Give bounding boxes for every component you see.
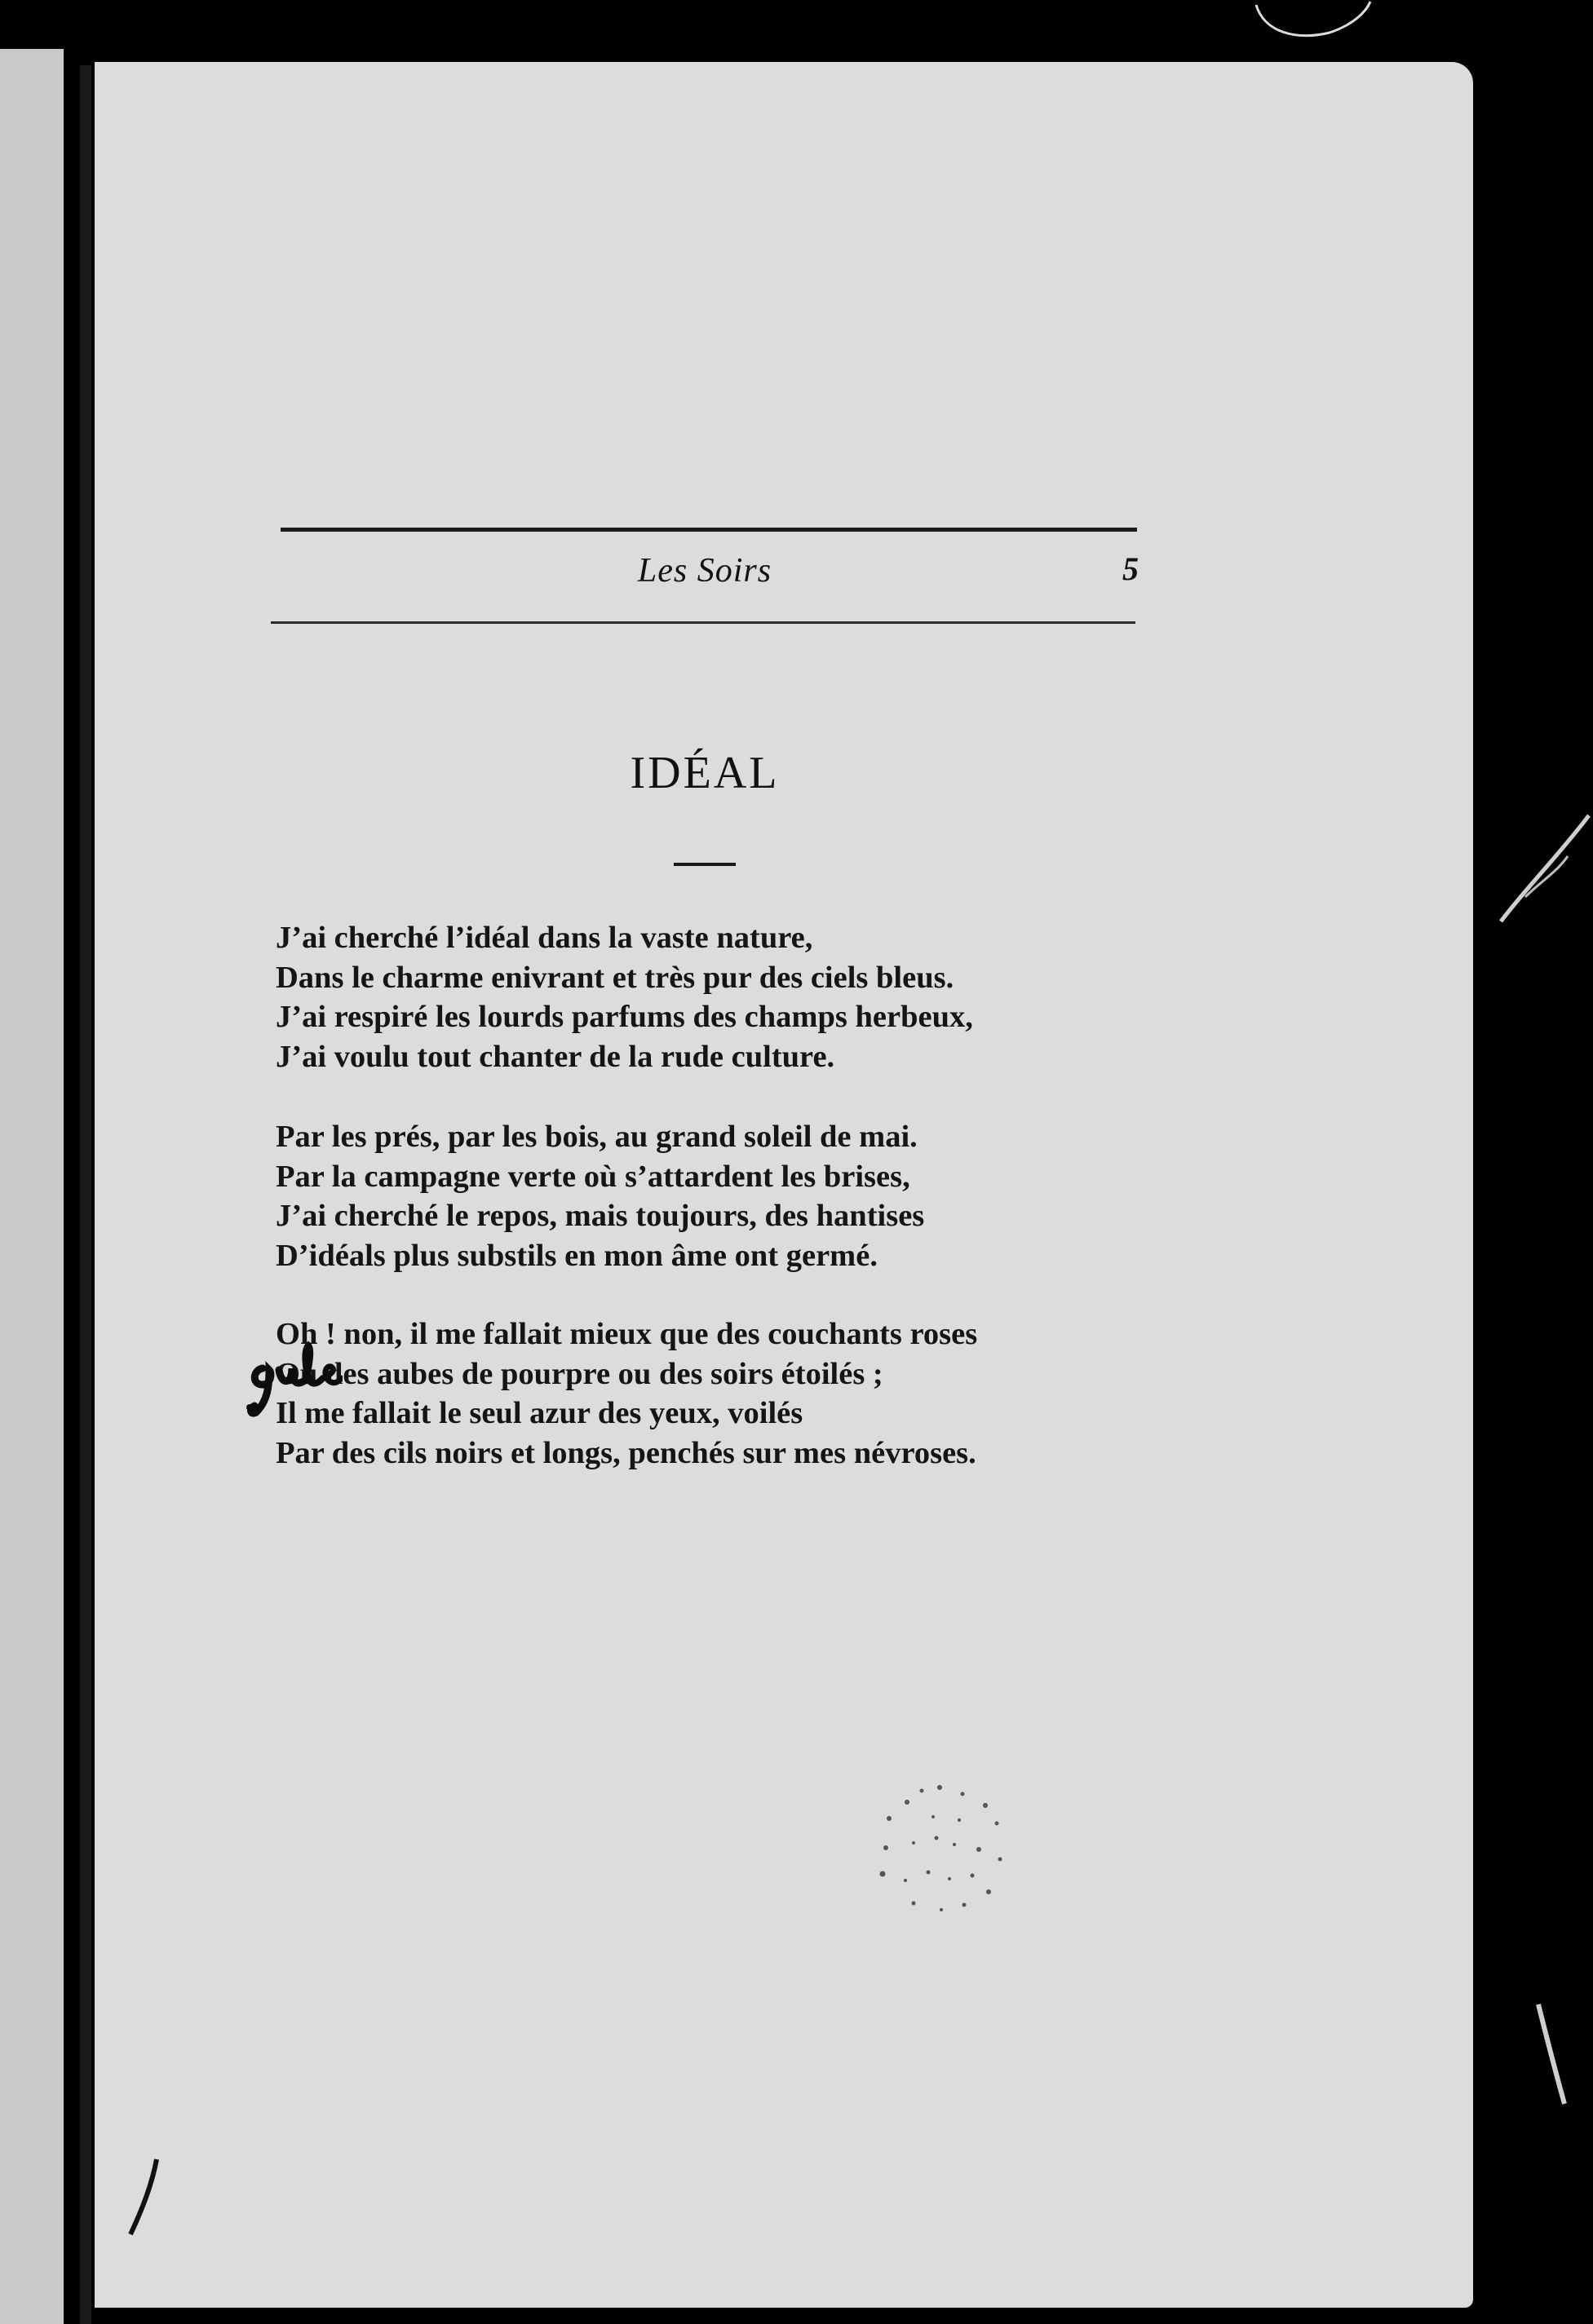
verse-line: J’ai respiré les lourds parfums des champs herbeux, <box>276 1000 973 1034</box>
stanza-3 <box>276 1314 1189 1473</box>
verse-line: J’ai cherché le repos, mais toujours, des hantises <box>276 1199 925 1233</box>
title-separator <box>674 863 736 866</box>
verse-line: Par des cils noirs et longs, penchés sur mes névroses. <box>276 1435 976 1470</box>
verse-line: J’ai voulu tout chanter de la rude culture. <box>276 1039 835 1074</box>
verse-line: Il me fallait le seul azur des yeux, voilés <box>276 1396 803 1430</box>
stanza-2 <box>276 1117 1189 1275</box>
faint-library-stamp <box>865 1770 1028 1933</box>
verse-line: J’ai cherché l’idéal dans la vaste nature, <box>276 921 813 955</box>
scan-artifact-top-right <box>1248 0 1378 49</box>
handwritten-annotation <box>245 1337 343 1419</box>
header-rule-bottom <box>271 621 1135 624</box>
verse-line: Par les prés, par les bois, au grand soleil de mai. <box>276 1120 918 1154</box>
header-rule-top <box>281 528 1137 532</box>
book-gutter-line <box>80 65 91 2324</box>
page-number: 5 <box>1122 550 1139 587</box>
running-head <box>271 525 1139 623</box>
verse-line: Par la campagne verte où s’attardent les brises, <box>276 1159 910 1194</box>
verse-line: Dans le charme enivrant et très pur des ciels bleus. <box>276 960 954 995</box>
verse-line: D’idéals plus substils en mon âme ont germé. <box>276 1238 878 1273</box>
poem-title: IDÉAL <box>630 748 780 798</box>
adjacent-page-edge <box>0 49 64 2324</box>
scan-artifact-right-lower <box>1525 1998 1582 2120</box>
running-title: Les Soirs <box>637 552 772 590</box>
scan-artifact-left-bottom <box>121 2153 170 2242</box>
stanza-1 <box>276 918 1189 1076</box>
verse-line: Oh ! non, il me fallait mieux que des couchants roses <box>276 1317 978 1351</box>
scan-artifact-right-edge <box>1493 799 1593 1011</box>
verse-line: Ou des aubes de pourpre ou des soirs étoilés ; <box>276 1356 883 1391</box>
